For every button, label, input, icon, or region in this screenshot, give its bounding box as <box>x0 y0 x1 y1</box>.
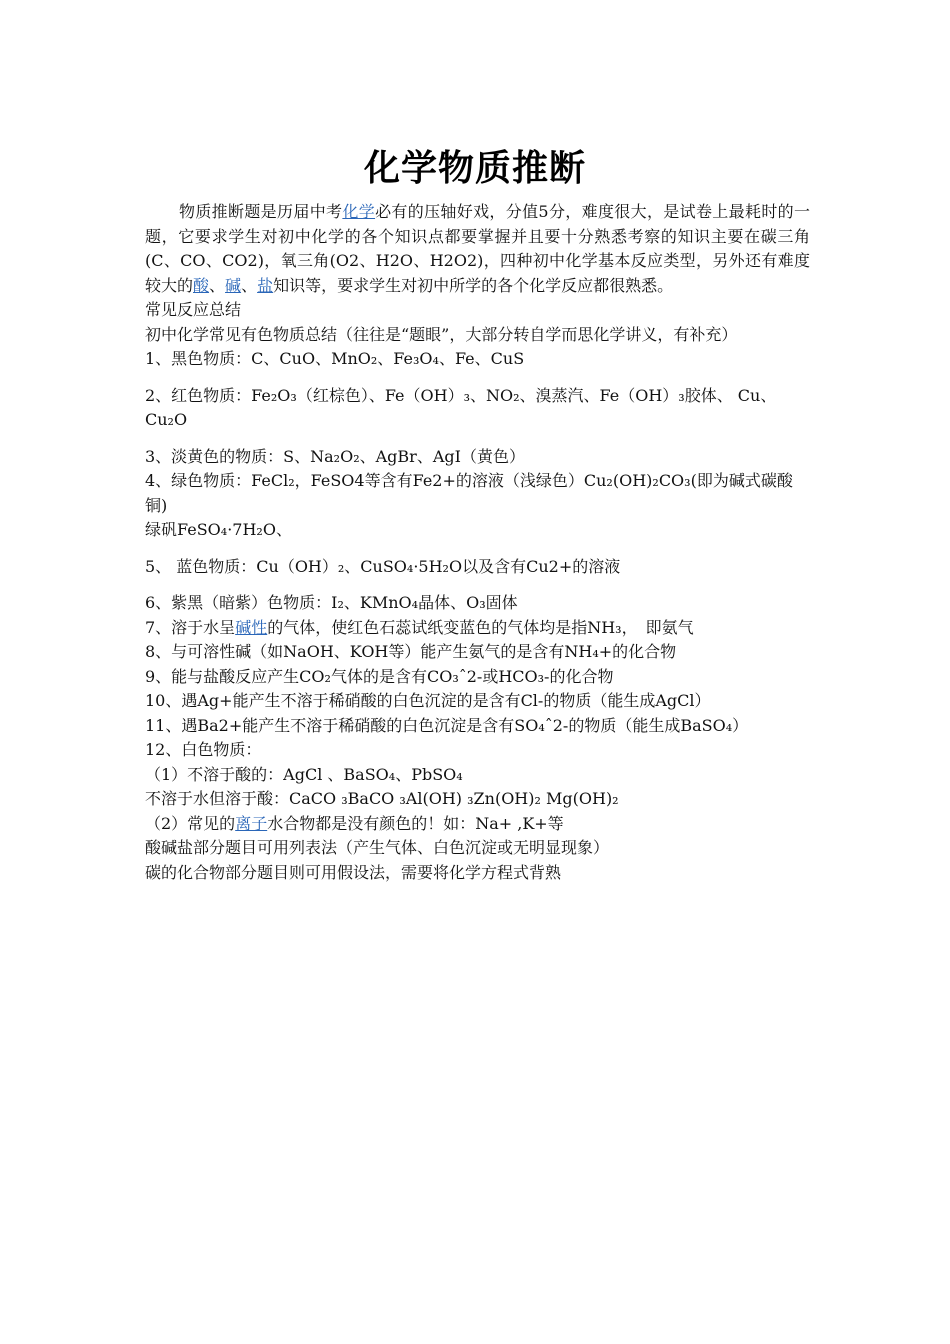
item-red: 2、红色物质：Fe₂O₃（红棕色）、Fe（OH）₃、NO₂、溴蒸汽、Fe（OH）₃胶体、 Cu、Cu₂O <box>145 385 777 429</box>
item-white-ions <box>145 812 810 837</box>
item-ammonium: 8、与可溶性碱（如NaOH、KOH等）能产生氨气的是含有NH₄+的化合物 <box>145 642 677 661</box>
item-white-acid-soluble: 不溶于水但溶于酸：CaCO ₃BaCO ₃Al(OH) ₃Zn(OH)₂ Mg(OH)₂ <box>145 789 619 808</box>
page-title: 化学物质推断 <box>363 148 586 189</box>
item-ions-text-2: 水合物都是没有颜色的！如：Na+ ,K+等 <box>267 813 564 833</box>
link-ion[interactable]: 离子 <box>235 813 268 833</box>
item-carbonate: 9、能与盐酸反应产生CO₂气体的是含有CO₃ˆ2-或HCO₃-的化合物 <box>145 666 614 686</box>
item-sulfate: 11、遇Ba2+能产生不溶于稀硝酸的白色沉淀是含有SO₄ˆ2-的物质（能生成BaSO₄） <box>145 715 749 735</box>
item-ammonia-text-1: 7、溶于水呈 <box>145 617 236 637</box>
section-heading: 常见反应总结 <box>145 300 242 319</box>
item-ammonia <box>145 616 810 641</box>
item-ammonia-text-2: 的气体，使红色石蕊试纸变蓝色的气体均是指NH₃， 即氨气 <box>267 617 694 637</box>
link-salt[interactable]: 盐 <box>257 275 274 295</box>
item-white-acid-insoluble: （1）不溶于酸的：AgCl 、BaSO₄、PbSO₄ <box>145 764 463 784</box>
intro-text-2: 必有的压轴好戏，分值5分，难度很大，是试卷上最耗时的一题，它要求学生对初中化学的各个知识点都要掌握并且要十分熟悉考察的知识主要在碳三角(C、CO、CO2)，氧三角(O2、H2O、H2O2)，四种初中化学基本反应类型，另外还有难度较大的 <box>145 202 810 295</box>
item-white: 12、白色物质： <box>145 740 262 759</box>
intro-paragraph <box>145 200 810 298</box>
intro-text-1: 物质推断题是历届中考 <box>179 202 343 221</box>
intro-sep-1: 、 <box>209 275 226 295</box>
item-black: 1、黑色物质：C、CuO、MnO₂、Fe₃O₄、Fe、CuS <box>145 349 525 368</box>
item-yellow: 3、淡黄色的物质：S、Na₂O₂、AgBr、AgI（黄色） <box>145 446 525 466</box>
item-ions-text-1: （2）常见的 <box>145 813 236 833</box>
item-chloride: 10、遇Ag+能产生不溶于稀硝酸的白色沉淀的是含有Cl-的物质（能生成AgCl） <box>145 691 711 710</box>
intro-sep-2: 、 <box>241 275 258 295</box>
link-base[interactable]: 碱 <box>225 275 242 295</box>
summary-line: 初中化学常见有色物质总结（往往是“题眼”，大部分转自学而思化学讲义，有补充） <box>145 324 738 344</box>
item-green: 4、绿色物质：FeCl₂，FeSO4等含有Fe2+的溶液（浅绿色）Cu₂(OH)₂CO₃(即为碱式碳酸铜) <box>145 471 793 515</box>
link-chemistry[interactable]: 化学 <box>342 202 376 221</box>
tip-table-method: 酸碱盐部分题目可用列表法（产生气体、白色沉淀或无明显现象） <box>145 838 610 857</box>
item-blue: 5、 蓝色物质：Cu（OH）₂、CuSO₄·5H₂O以及含有Cu2+的溶液 <box>145 556 621 576</box>
item-green-vitriol: 绿矾FeSO₄·7H₂O、 <box>145 520 292 539</box>
intro-text-3: 知识等，要求学生对初中所学的各个化学反应都很熟悉。 <box>273 275 674 295</box>
item-purple: 6、紫黑（暗紫）色物质：I₂、KMnO₄晶体、O₃固体 <box>145 593 518 612</box>
document-body <box>145 200 810 885</box>
link-alkaline[interactable]: 碱性 <box>235 617 268 637</box>
tip-hypothesis-method: 碳的化合物部分题目则可用假设法，需要将化学方程式背熟 <box>145 862 562 882</box>
link-acid[interactable]: 酸 <box>193 275 210 295</box>
